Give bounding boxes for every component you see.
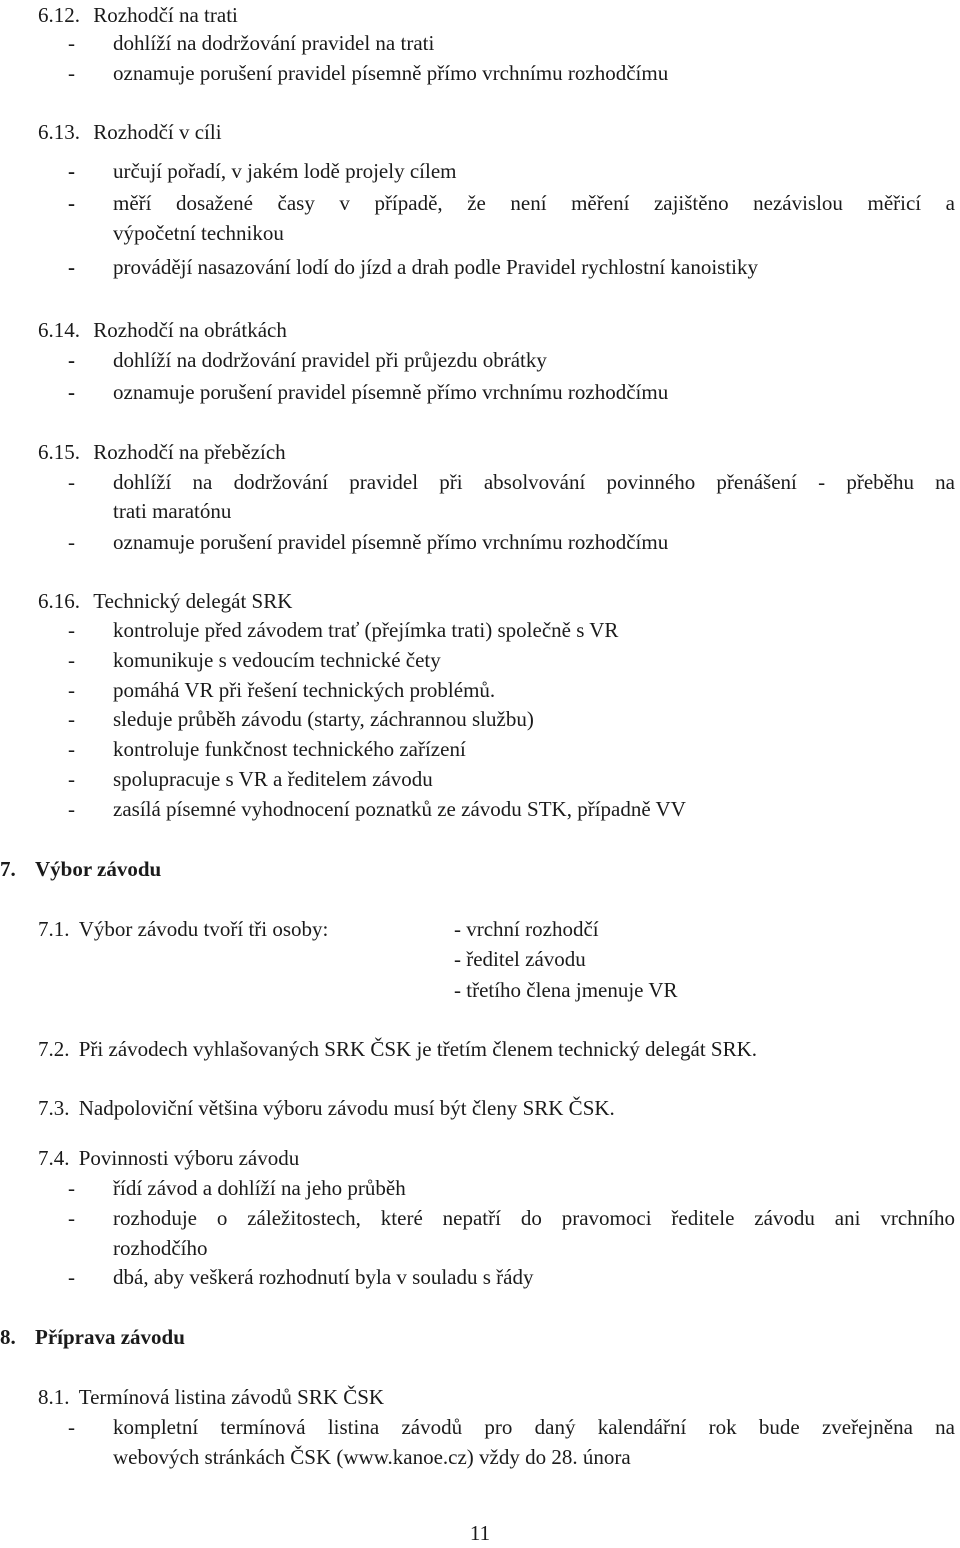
list-item: oznamuje porušení pravidel písemně přímo vrchnímu rozhodčímu bbox=[113, 61, 669, 85]
list-item-dash: - bbox=[68, 678, 75, 702]
list-item: oznamuje porušení pravidel písemně přímo vrchnímu rozhodčímu bbox=[113, 530, 669, 554]
list-item-dash: - bbox=[68, 1206, 75, 1230]
section-6-13-heading bbox=[38, 117, 222, 147]
section-title: Rozhodčí na obrátkách bbox=[93, 318, 287, 342]
paragraph-number: 7.3. bbox=[38, 1096, 70, 1120]
list-item-dash: - bbox=[68, 530, 75, 554]
list-item: dbá, aby veškerá rozhodnutí byla v souladu s řády bbox=[113, 1265, 534, 1289]
list-item: měří dosažené časy v případě, že není měření zajištěno nezávislou měřicí a bbox=[113, 191, 955, 215]
list-item-dash: - bbox=[68, 648, 75, 672]
list-item: dohlíží na dodržování pravidel při průjezdu obrátky bbox=[113, 348, 547, 372]
list-item-continuation: webových stránkách ČSK (www.kanoe.cz) vždy do 28. února bbox=[113, 1445, 631, 1469]
list-item: dohlíží na dodržování pravidel při absolvování povinného přenášení - přeběhu na bbox=[113, 470, 955, 494]
paragraph-text: Nadpoloviční většina výboru závodu musí být členy SRK ČSK. bbox=[78, 1096, 615, 1120]
paragraph-7-4 bbox=[38, 1143, 299, 1173]
list-item-dash: - bbox=[68, 255, 75, 279]
section-6-15-heading bbox=[38, 437, 286, 467]
committee-member: - ředitel závodu bbox=[454, 947, 586, 971]
list-item: dohlíží na dodržování pravidel na trati bbox=[113, 31, 435, 55]
section-title: Rozhodčí na trati bbox=[93, 3, 238, 27]
list-item-dash: - bbox=[68, 737, 75, 761]
section-title: Technický delegát SRK bbox=[93, 589, 293, 613]
paragraph-7-1 bbox=[38, 914, 328, 944]
list-item: kontroluje před závodem trať (přejímka trati) společně s VR bbox=[113, 618, 619, 642]
list-item-dash: - bbox=[68, 707, 75, 731]
paragraph-text: Výbor závodu tvoří tři osoby: bbox=[78, 917, 329, 941]
list-item-dash: - bbox=[68, 31, 75, 55]
paragraph-number: 7.1. bbox=[38, 917, 70, 941]
section-title: Rozhodčí na přebězích bbox=[93, 440, 286, 464]
chapter-title: Příprava závodu bbox=[35, 1325, 185, 1349]
list-item-dash: - bbox=[68, 380, 75, 404]
paragraph-text: Termínová listina závodů SRK ČSK bbox=[78, 1385, 385, 1409]
list-item: sleduje průběh závodu (starty, záchrannou službu) bbox=[113, 707, 534, 731]
chapter-number: 8. bbox=[0, 1325, 16, 1349]
page-number: 11 bbox=[469, 1521, 491, 1545]
chapter-7-heading bbox=[0, 854, 161, 884]
section-number: 6.14. bbox=[38, 318, 80, 342]
paragraph-text: Při závodech vyhlašovaných SRK ČSK je třetím členem technický delegát SRK. bbox=[78, 1037, 758, 1061]
section-6-12-heading bbox=[38, 0, 238, 30]
section-number: 6.16. bbox=[38, 589, 80, 613]
list-item: provádějí nasazování lodí do jízd a drah podle Pravidel rychlostní kanoistiky bbox=[113, 255, 759, 279]
paragraph-7-3 bbox=[38, 1093, 615, 1123]
list-item-dash: - bbox=[68, 1415, 75, 1439]
list-item-dash: - bbox=[68, 797, 75, 821]
paragraph-7-2 bbox=[38, 1034, 757, 1064]
list-item-dash: - bbox=[68, 470, 75, 494]
list-item-continuation: trati maratónu bbox=[113, 499, 232, 523]
list-item-dash: - bbox=[68, 618, 75, 642]
section-title: Rozhodčí v cíli bbox=[93, 120, 222, 144]
section-number: 6.12. bbox=[38, 3, 80, 27]
list-item-dash: - bbox=[68, 159, 75, 183]
paragraph-8-1 bbox=[38, 1382, 384, 1412]
list-item: pomáhá VR při řešení technických problémů. bbox=[113, 678, 496, 702]
list-item-dash: - bbox=[68, 1265, 75, 1289]
list-item-dash: - bbox=[68, 348, 75, 372]
chapter-number: 7. bbox=[0, 857, 16, 881]
list-item-dash: - bbox=[68, 191, 75, 215]
paragraph-text: Povinnosti výboru závodu bbox=[78, 1146, 300, 1170]
list-item: zasílá písemné vyhodnocení poznatků ze závodu STK, případně VV bbox=[113, 797, 686, 821]
list-item: komunikuje s vedoucím technické čety bbox=[113, 648, 441, 672]
list-item: určují pořadí, v jakém lodě projely cílem bbox=[113, 159, 457, 183]
paragraph-number: 7.4. bbox=[38, 1146, 70, 1170]
committee-member: - vrchní rozhodčí bbox=[454, 917, 599, 941]
committee-member: - třetího člena jmenuje VR bbox=[454, 978, 678, 1002]
list-item-continuation: rozhodčího bbox=[113, 1236, 208, 1260]
list-item-dash: - bbox=[68, 767, 75, 791]
list-item: spolupracuje s VR a ředitelem závodu bbox=[113, 767, 433, 791]
list-item-continuation: výpočetní technikou bbox=[113, 221, 284, 245]
list-item: řídí závod a dohlíží na jeho průběh bbox=[113, 1176, 406, 1200]
paragraph-number: 8.1. bbox=[38, 1385, 70, 1409]
list-item-dash: - bbox=[68, 1176, 75, 1200]
section-6-14-heading bbox=[38, 315, 287, 345]
chapter-title: Výbor závodu bbox=[35, 857, 162, 881]
paragraph-number: 7.2. bbox=[38, 1037, 70, 1061]
list-item: rozhoduje o záležitostech, které nepatří do pravomoci ředitele závodu ani vrchního bbox=[113, 1206, 955, 1230]
list-item: oznamuje porušení pravidel písemně přímo vrchnímu rozhodčímu bbox=[113, 380, 669, 404]
section-number: 6.15. bbox=[38, 440, 80, 464]
chapter-8-heading bbox=[0, 1322, 185, 1352]
list-item: kontroluje funkčnost technického zařízení bbox=[113, 737, 466, 761]
section-6-16-heading bbox=[38, 586, 292, 616]
section-number: 6.13. bbox=[38, 120, 80, 144]
list-item-dash: - bbox=[68, 61, 75, 85]
list-item: kompletní termínová listina závodů pro daný kalendářní rok bude zveřejněna na bbox=[113, 1415, 955, 1439]
